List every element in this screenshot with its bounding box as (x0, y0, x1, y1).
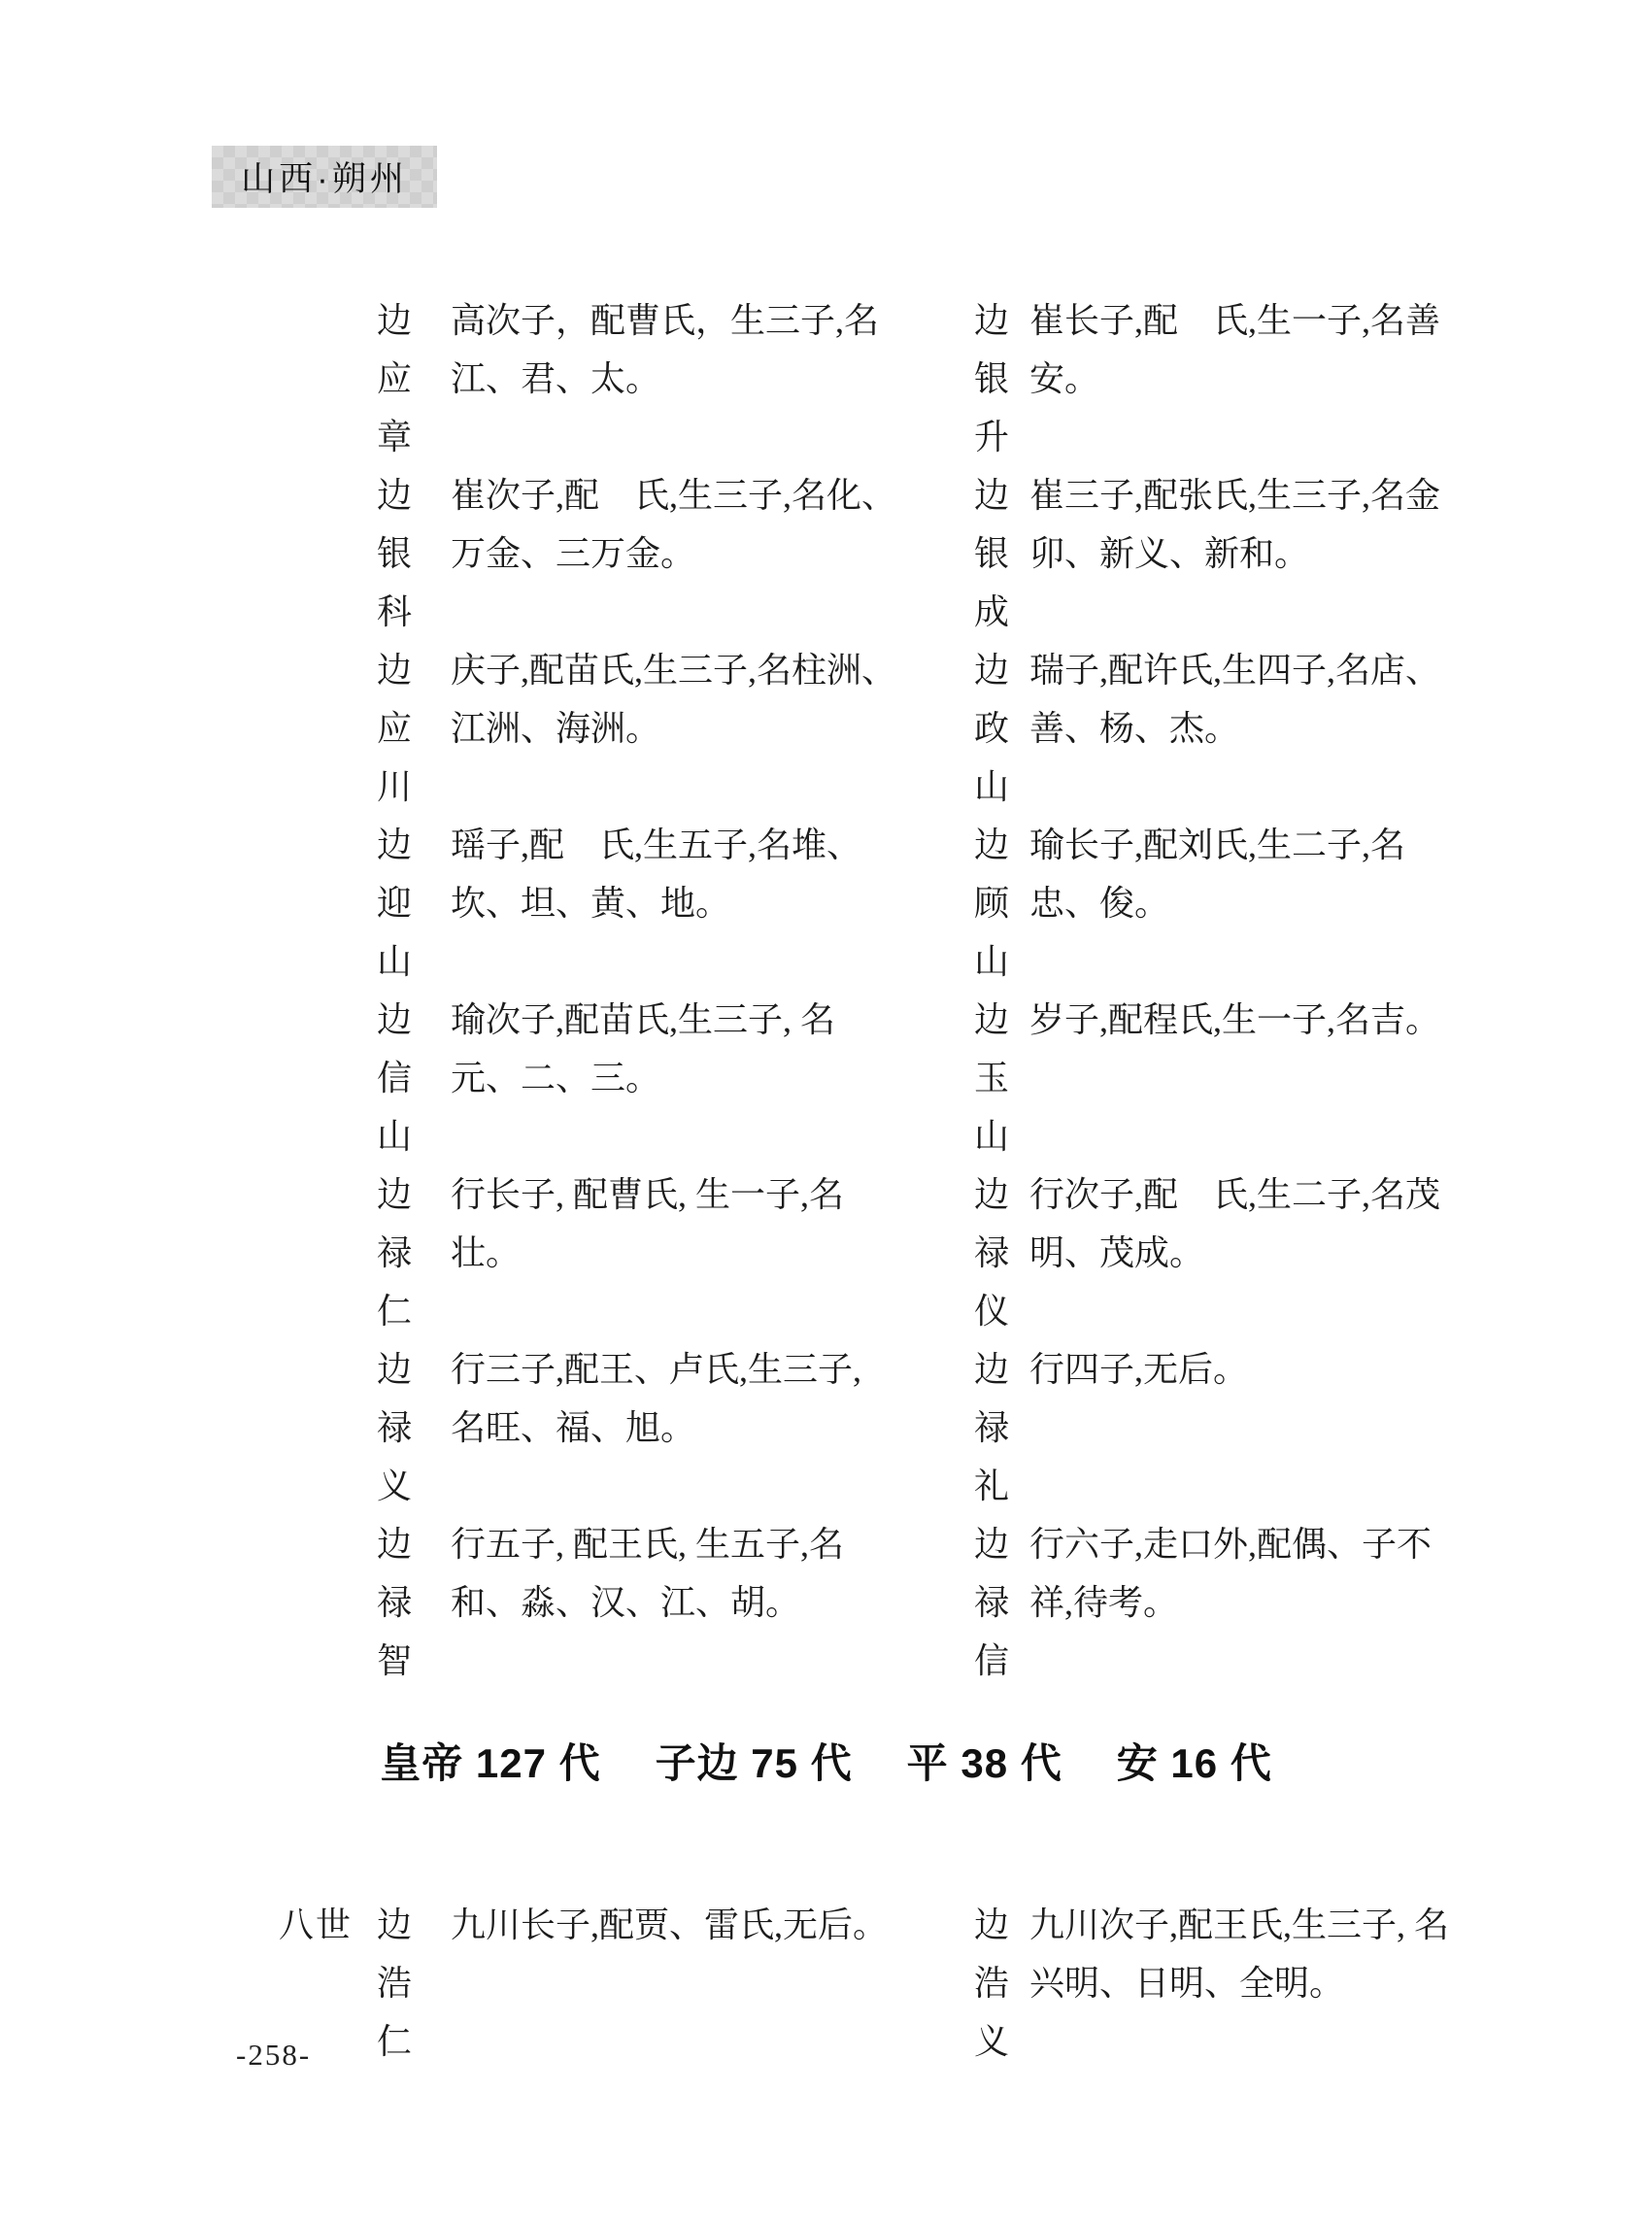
person-name: 边应川 (377, 651, 413, 806)
entry (974, 1515, 1479, 1690)
entry-row (0, 1165, 1652, 1340)
entry (974, 466, 1479, 641)
person-description: 行六子,走口外,配偶、子不祥,待考。 (1029, 1525, 1433, 1622)
entry (974, 991, 1479, 1165)
person-name: 边顾山 (974, 826, 1010, 981)
person-description: 九川次子,配王氏,生三子, 名兴明、日明、全明。 (1029, 1906, 1450, 2003)
heading-part: 子边 75 代 (655, 1740, 853, 1786)
person-description: 瑜长子,配刘氏,生二子,名忠、俊。 (1029, 826, 1406, 923)
entry-row (0, 1340, 1652, 1515)
person-name: 边禄仁 (377, 1175, 413, 1331)
person-description: 崔长子,配 氏,生一子,名善安。 (1029, 301, 1441, 398)
heading-part: 平 38 代 (906, 1740, 1062, 1786)
person-name: 边银科 (377, 476, 413, 631)
entry (974, 1340, 1479, 1515)
entry (377, 1896, 974, 2071)
entry (377, 991, 974, 1165)
entry-row (0, 466, 1652, 641)
entry (377, 816, 974, 991)
person-name: 边禄信 (974, 1525, 1010, 1680)
person-name: 边禄义 (377, 1350, 413, 1505)
person-description: 瑞子,配许氏,生四子,名店、善、杨、杰。 (1029, 651, 1441, 748)
person-name: 边禄仪 (974, 1175, 1010, 1331)
entry (377, 1165, 974, 1340)
person-description: 行次子,配 氏,生二子,名茂明、茂成。 (1029, 1175, 1441, 1272)
heading-part: 皇帝 127 代 (380, 1740, 601, 1786)
page-number: -258- (236, 2038, 312, 2072)
person-description: 岁子,配程氏,生一子,名吉。 (1029, 1000, 1441, 1039)
person-name: 边玉山 (974, 1000, 1010, 1156)
entry (974, 641, 1479, 816)
entry (377, 641, 974, 816)
entry-row (0, 1515, 1652, 1690)
person-name: 边银升 (974, 301, 1010, 456)
person-name: 边浩仁 (377, 1906, 413, 2061)
person-description: 崔三子,配张氏,生三子,名金卯、新义、新和。 (1029, 476, 1441, 573)
person-name: 边浩义 (974, 1906, 1010, 2061)
entry-row (0, 816, 1652, 991)
person-name: 边禄智 (377, 1525, 413, 1680)
person-name: 边政山 (974, 651, 1010, 806)
person-description: 行五子, 配王氏, 生五子,名和、淼、汉、江、胡。 (451, 1525, 845, 1622)
heading-part: 安 16 代 (1116, 1740, 1272, 1786)
person-name: 边应章 (377, 301, 413, 456)
entry (974, 816, 1479, 991)
person-description: 崔次子,配 氏,生三子,名化、万金、三万金。 (451, 476, 897, 573)
entry (974, 1165, 1479, 1340)
region-badge: 山西·朔州 (212, 146, 437, 208)
summary-heading (0, 1742, 1652, 1785)
person-description: 行三子,配王、卢氏,生三子, 名旺、福、旭。 (451, 1350, 862, 1447)
entry (377, 1515, 974, 1690)
entry (377, 291, 974, 466)
person-description: 高次子，配曹氏，生三子,名江、君、太。 (451, 301, 880, 398)
person-description: 瑶子,配 氏,生五子,名堆、坎、坦、黄、地。 (451, 826, 862, 923)
person-description: 九川长子,配贾、雷氏,无后。 (451, 1906, 889, 1944)
person-description: 行长子, 配曹氏, 生一子,名壮。 (451, 1175, 845, 1272)
person-description: 庆子,配苗氏,生三子,名柱洲、江洲、海洲。 (451, 651, 897, 748)
entry-row (0, 291, 1652, 466)
person-name: 边信山 (377, 1000, 413, 1156)
generation-label: 八世 (279, 1906, 354, 1944)
person-name: 边银成 (974, 476, 1010, 631)
entry (974, 291, 1479, 466)
person-description: 行四子,无后。 (1029, 1350, 1249, 1389)
entry (377, 466, 974, 641)
person-name: 边迎山 (377, 826, 413, 981)
entry (377, 1340, 974, 1515)
entry-row (0, 641, 1652, 816)
entry (974, 1896, 1479, 2071)
entries-list (0, 291, 1652, 1690)
person-name: 边禄礼 (974, 1350, 1010, 1505)
genealogy-content (0, 291, 1652, 2071)
entry-row (0, 991, 1652, 1165)
person-description: 瑜次子,配苗氏,生三子, 名元、二、三。 (451, 1000, 836, 1097)
